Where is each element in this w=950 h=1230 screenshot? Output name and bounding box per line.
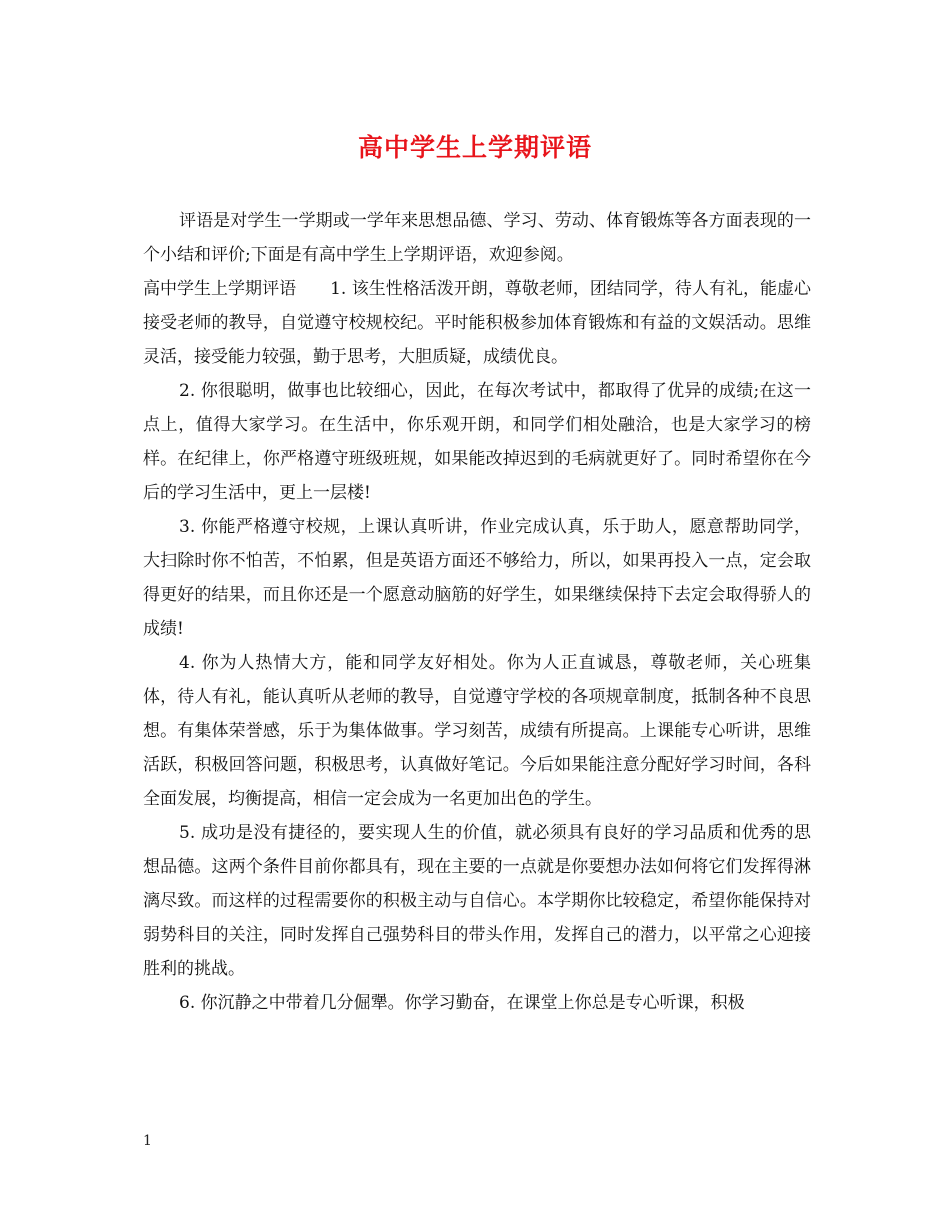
page-number: 1 [143, 1133, 152, 1149]
document-body [143, 204, 811, 1020]
comment-paragraph-5: 5. 成功是没有捷径的，要实现人生的价值，就必须具有良好的学习品质和优秀的思想品德。这两个条件目前你都具有，现在主要的一点就是你要想办法如何将它们发挥得淋漓尽致。而这样的过程需要你的积极主动与自信心。本学期你比较稳定，希望你能保持对弱势科目的关注，同时发挥自己强势科目的带头作用，发挥自己的潜力，以平常之心迎接胜利的挑战。 [143, 823, 811, 979]
document-title: 高中学生上学期评语 [357, 133, 592, 162]
comment-paragraph-3: 3. 你能严格遵守校规，上课认真听讲，作业完成认真，乐于助人，愿意帮助同学，大扫除时你不怕苦，不怕累，但是英语方面还不够给力，所以，如果再投入一点，定会取得更好的结果，而且你还是一个愿意动脑筋的好学生，如果继续保持下去定会取得骄人的成绩! [143, 517, 811, 639]
comment-paragraph-6: 6. 你沉静之中带着几分倔犟。你学习勤奋，在课堂上你总是专心听课，积极 [179, 993, 745, 1013]
intro-paragraph: 评语是对学生一学期或一学年来思想品德、学习、劳动、体育锻炼等各方面表现的一个小结和评价;下面是有高中学生上学期评语，欢迎参阅。 [143, 211, 811, 265]
comment-paragraph-1: 高中学生上学期评语 1. 该生性格活泼开朗，尊敬老师，团结同学，待人有礼，能虚心接受老师的教导，自觉遵守校规校纪。平时能积极参加体育锻炼和有益的文娱活动。思维灵活，接受能力较强，勤于思考，大胆质疑，成绩优良。 [143, 279, 811, 367]
comment-paragraph-2: 2. 你很聪明，做事也比较细心，因此，在每次考试中，都取得了优异的成绩;在这一点上，值得大家学习。在生活中，你乐观开朗，和同学们相处融洽，也是大家学习的榜样。在纪律上，你严格遵守班级班规，如果能改掉迟到的毛病就更好了。同时希望你在今后的学习生活中，更上一层楼! [143, 381, 811, 503]
comment-paragraph-4: 4. 你为人热情大方，能和同学友好相处。你为人正直诚恳，尊敬老师，关心班集体，待人有礼，能认真听从老师的教导，自觉遵守学校的各项规章制度，抵制各种不良思想。有集体荣誉感，乐于为集体做事。学习刻苦，成绩有所提高。上课能专心听讲，思维活跃，积极回答问题，积极思考，认真做好笔记。今后如果能注意分配好学习时间，各科全面发展，均衡提高，相信一定会成为一名更加出色的学生。 [143, 653, 811, 809]
